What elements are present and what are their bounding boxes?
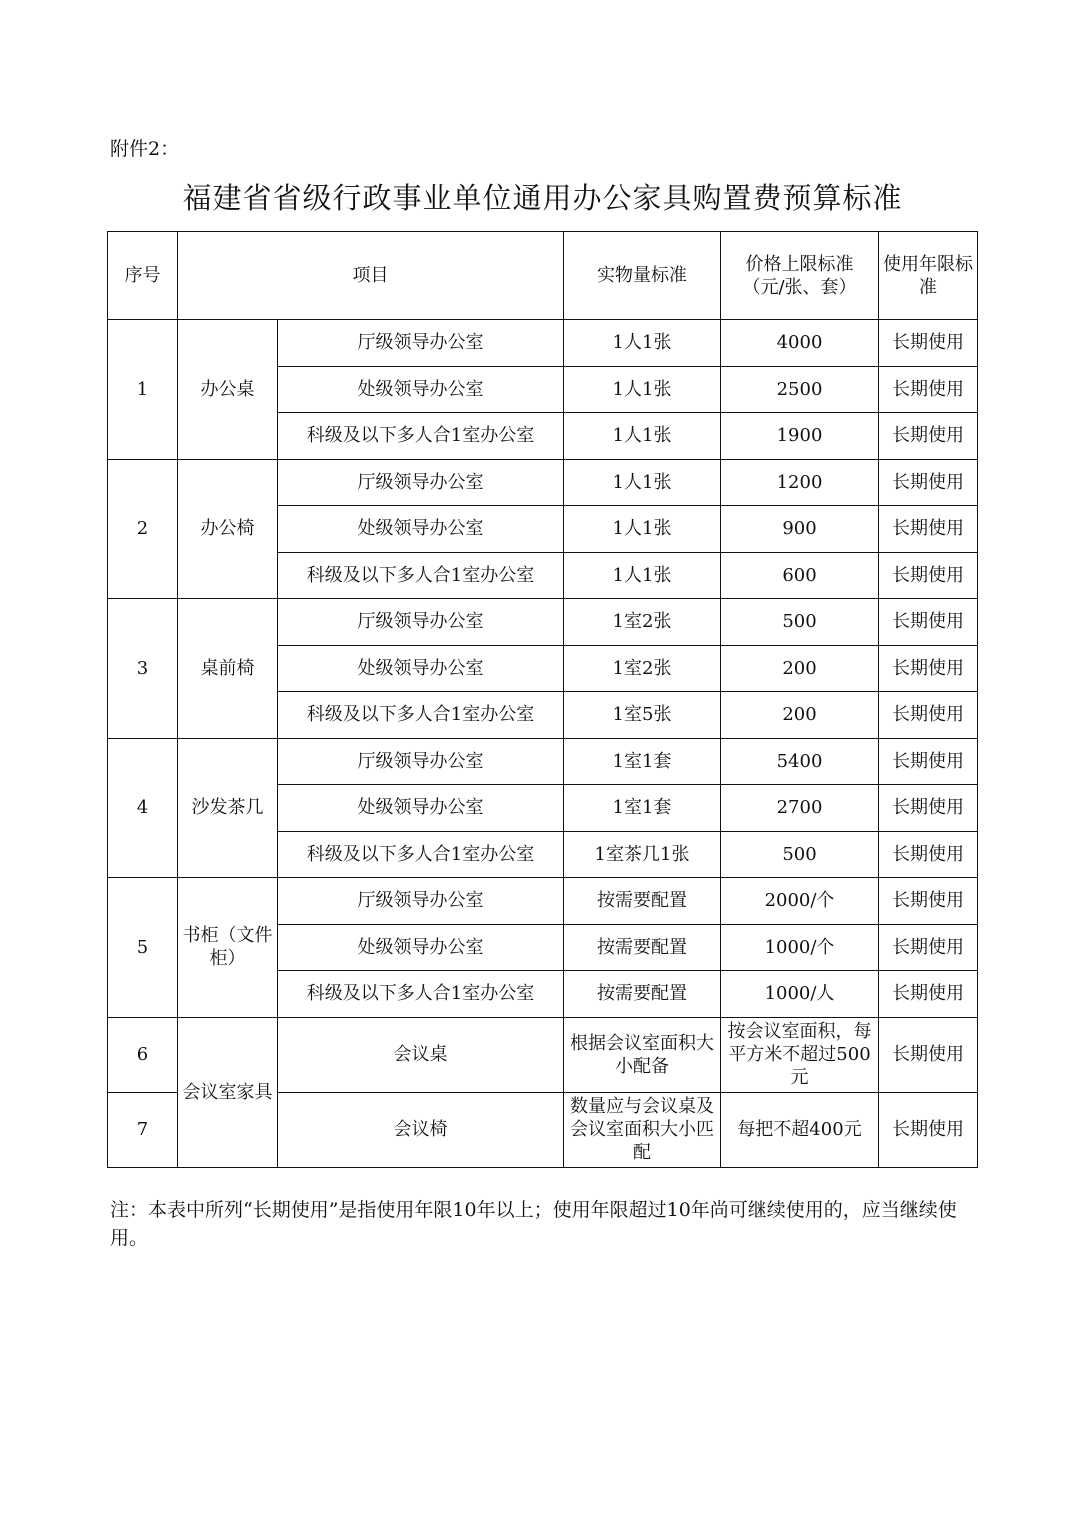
footnote: 注：本表中所列“长期使用”是指使用年限10年以上；使用年限超过10年尚可继续使用的，应当继续使用。: [110, 1199, 957, 1249]
cell-quantity: 1人1张: [564, 459, 721, 506]
cell-level: 厅级领导办公室: [278, 878, 564, 925]
cell-price: 5400: [721, 738, 879, 785]
header-seq: 序号: [108, 232, 178, 320]
cell-life: 长期使用: [879, 878, 978, 925]
cell-price: 2500: [721, 366, 879, 413]
cell-life: 长期使用: [879, 785, 978, 832]
table-row: [108, 459, 978, 506]
cell-seq: 3: [108, 599, 178, 739]
cell-quantity: 1室1套: [564, 785, 721, 832]
cell-life: 长期使用: [879, 506, 978, 553]
cell-seq: 7: [108, 1092, 178, 1167]
cell-quantity: 1室1套: [564, 738, 721, 785]
cell-price: 每把不超400元: [721, 1092, 879, 1167]
cell-quantity: 1室2张: [564, 599, 721, 646]
table-row: [108, 738, 978, 785]
header-life: 使用年限标准: [879, 232, 978, 320]
cell-seq: 1: [108, 320, 178, 460]
cell-category: 会议室家具: [178, 1017, 278, 1167]
cell-price: 500: [721, 599, 879, 646]
cell-level: 处级领导办公室: [278, 785, 564, 832]
cell-price: 按会议室面积，每平方米不超过500元: [721, 1017, 879, 1092]
cell-category: 桌前椅: [178, 599, 278, 739]
cell-price: 200: [721, 692, 879, 739]
cell-life: 长期使用: [879, 1092, 978, 1167]
cell-price: 600: [721, 552, 879, 599]
cell-life: 长期使用: [879, 552, 978, 599]
cell-level: 处级领导办公室: [278, 366, 564, 413]
cell-quantity: 按需要配置: [564, 878, 721, 925]
cell-quantity: 1人1张: [564, 552, 721, 599]
cell-life: 长期使用: [879, 413, 978, 460]
cell-life: 长期使用: [879, 1017, 978, 1092]
table-row: [108, 1017, 978, 1092]
cell-quantity: 根据会议室面积大小配备: [564, 1017, 721, 1092]
cell-level: 科级及以下多人合1室办公室: [278, 413, 564, 460]
cell-quantity: 按需要配置: [564, 924, 721, 971]
cell-quantity: 1人1张: [564, 366, 721, 413]
cell-seq: 4: [108, 738, 178, 878]
cell-life: 长期使用: [879, 366, 978, 413]
header-item: 项目: [178, 232, 564, 320]
cell-price: 4000: [721, 320, 879, 367]
cell-level: 处级领导办公室: [278, 645, 564, 692]
cell-level: 处级领导办公室: [278, 924, 564, 971]
document-title: 福建省省级行政事业单位通用办公家具购置费预算标准: [182, 181, 903, 215]
cell-level: 厅级领导办公室: [278, 599, 564, 646]
cell-category: 办公桌: [178, 320, 278, 460]
furniture-budget-table: [107, 231, 978, 1168]
cell-price: 200: [721, 645, 879, 692]
cell-life: 长期使用: [879, 320, 978, 367]
cell-quantity: 1人1张: [564, 506, 721, 553]
table-row: [108, 320, 978, 367]
cell-quantity: 1室5张: [564, 692, 721, 739]
cell-price: 2700: [721, 785, 879, 832]
cell-price: 1900: [721, 413, 879, 460]
cell-life: 长期使用: [879, 831, 978, 878]
cell-item: 会议桌: [278, 1017, 564, 1092]
cell-level: 厅级领导办公室: [278, 459, 564, 506]
cell-price: 1000/人: [721, 971, 879, 1018]
cell-life: 长期使用: [879, 738, 978, 785]
cell-life: 长期使用: [879, 599, 978, 646]
cell-level: 厅级领导办公室: [278, 320, 564, 367]
table-row: [108, 878, 978, 925]
cell-seq: 2: [108, 459, 178, 599]
cell-price: 2000/个: [721, 878, 879, 925]
cell-price: 900: [721, 506, 879, 553]
cell-quantity: 按需要配置: [564, 971, 721, 1018]
header-quantity: 实物量标准: [564, 232, 721, 320]
cell-level: 科级及以下多人合1室办公室: [278, 831, 564, 878]
cell-level: 处级领导办公室: [278, 506, 564, 553]
table-row: [108, 599, 978, 646]
cell-level: 厅级领导办公室: [278, 738, 564, 785]
cell-quantity: 1室2张: [564, 645, 721, 692]
cell-life: 长期使用: [879, 924, 978, 971]
cell-quantity: 1人1张: [564, 413, 721, 460]
cell-quantity: 1室茶几1张: [564, 831, 721, 878]
cell-price: 500: [721, 831, 879, 878]
cell-level: 科级及以下多人合1室办公室: [278, 552, 564, 599]
cell-life: 长期使用: [879, 692, 978, 739]
cell-item: 会议椅: [278, 1092, 564, 1167]
cell-level: 科级及以下多人合1室办公室: [278, 692, 564, 739]
cell-life: 长期使用: [879, 459, 978, 506]
attachment-label: 附件2：: [110, 138, 180, 160]
cell-life: 长期使用: [879, 645, 978, 692]
cell-seq: 5: [108, 878, 178, 1018]
cell-price: 1200: [721, 459, 879, 506]
cell-price: 1000/个: [721, 924, 879, 971]
cell-category: 办公椅: [178, 459, 278, 599]
header-price: 价格上限标准（元/张、套）: [721, 232, 879, 320]
cell-quantity: 1人1张: [564, 320, 721, 367]
cell-level: 科级及以下多人合1室办公室: [278, 971, 564, 1018]
cell-seq: 6: [108, 1017, 178, 1092]
cell-category: 书柜（文件柜）: [178, 878, 278, 1018]
cell-quantity: 数量应与会议桌及会议室面积大小匹配: [564, 1092, 721, 1167]
cell-life: 长期使用: [879, 971, 978, 1018]
cell-category: 沙发茶几: [178, 738, 278, 878]
header-row: [108, 232, 978, 320]
